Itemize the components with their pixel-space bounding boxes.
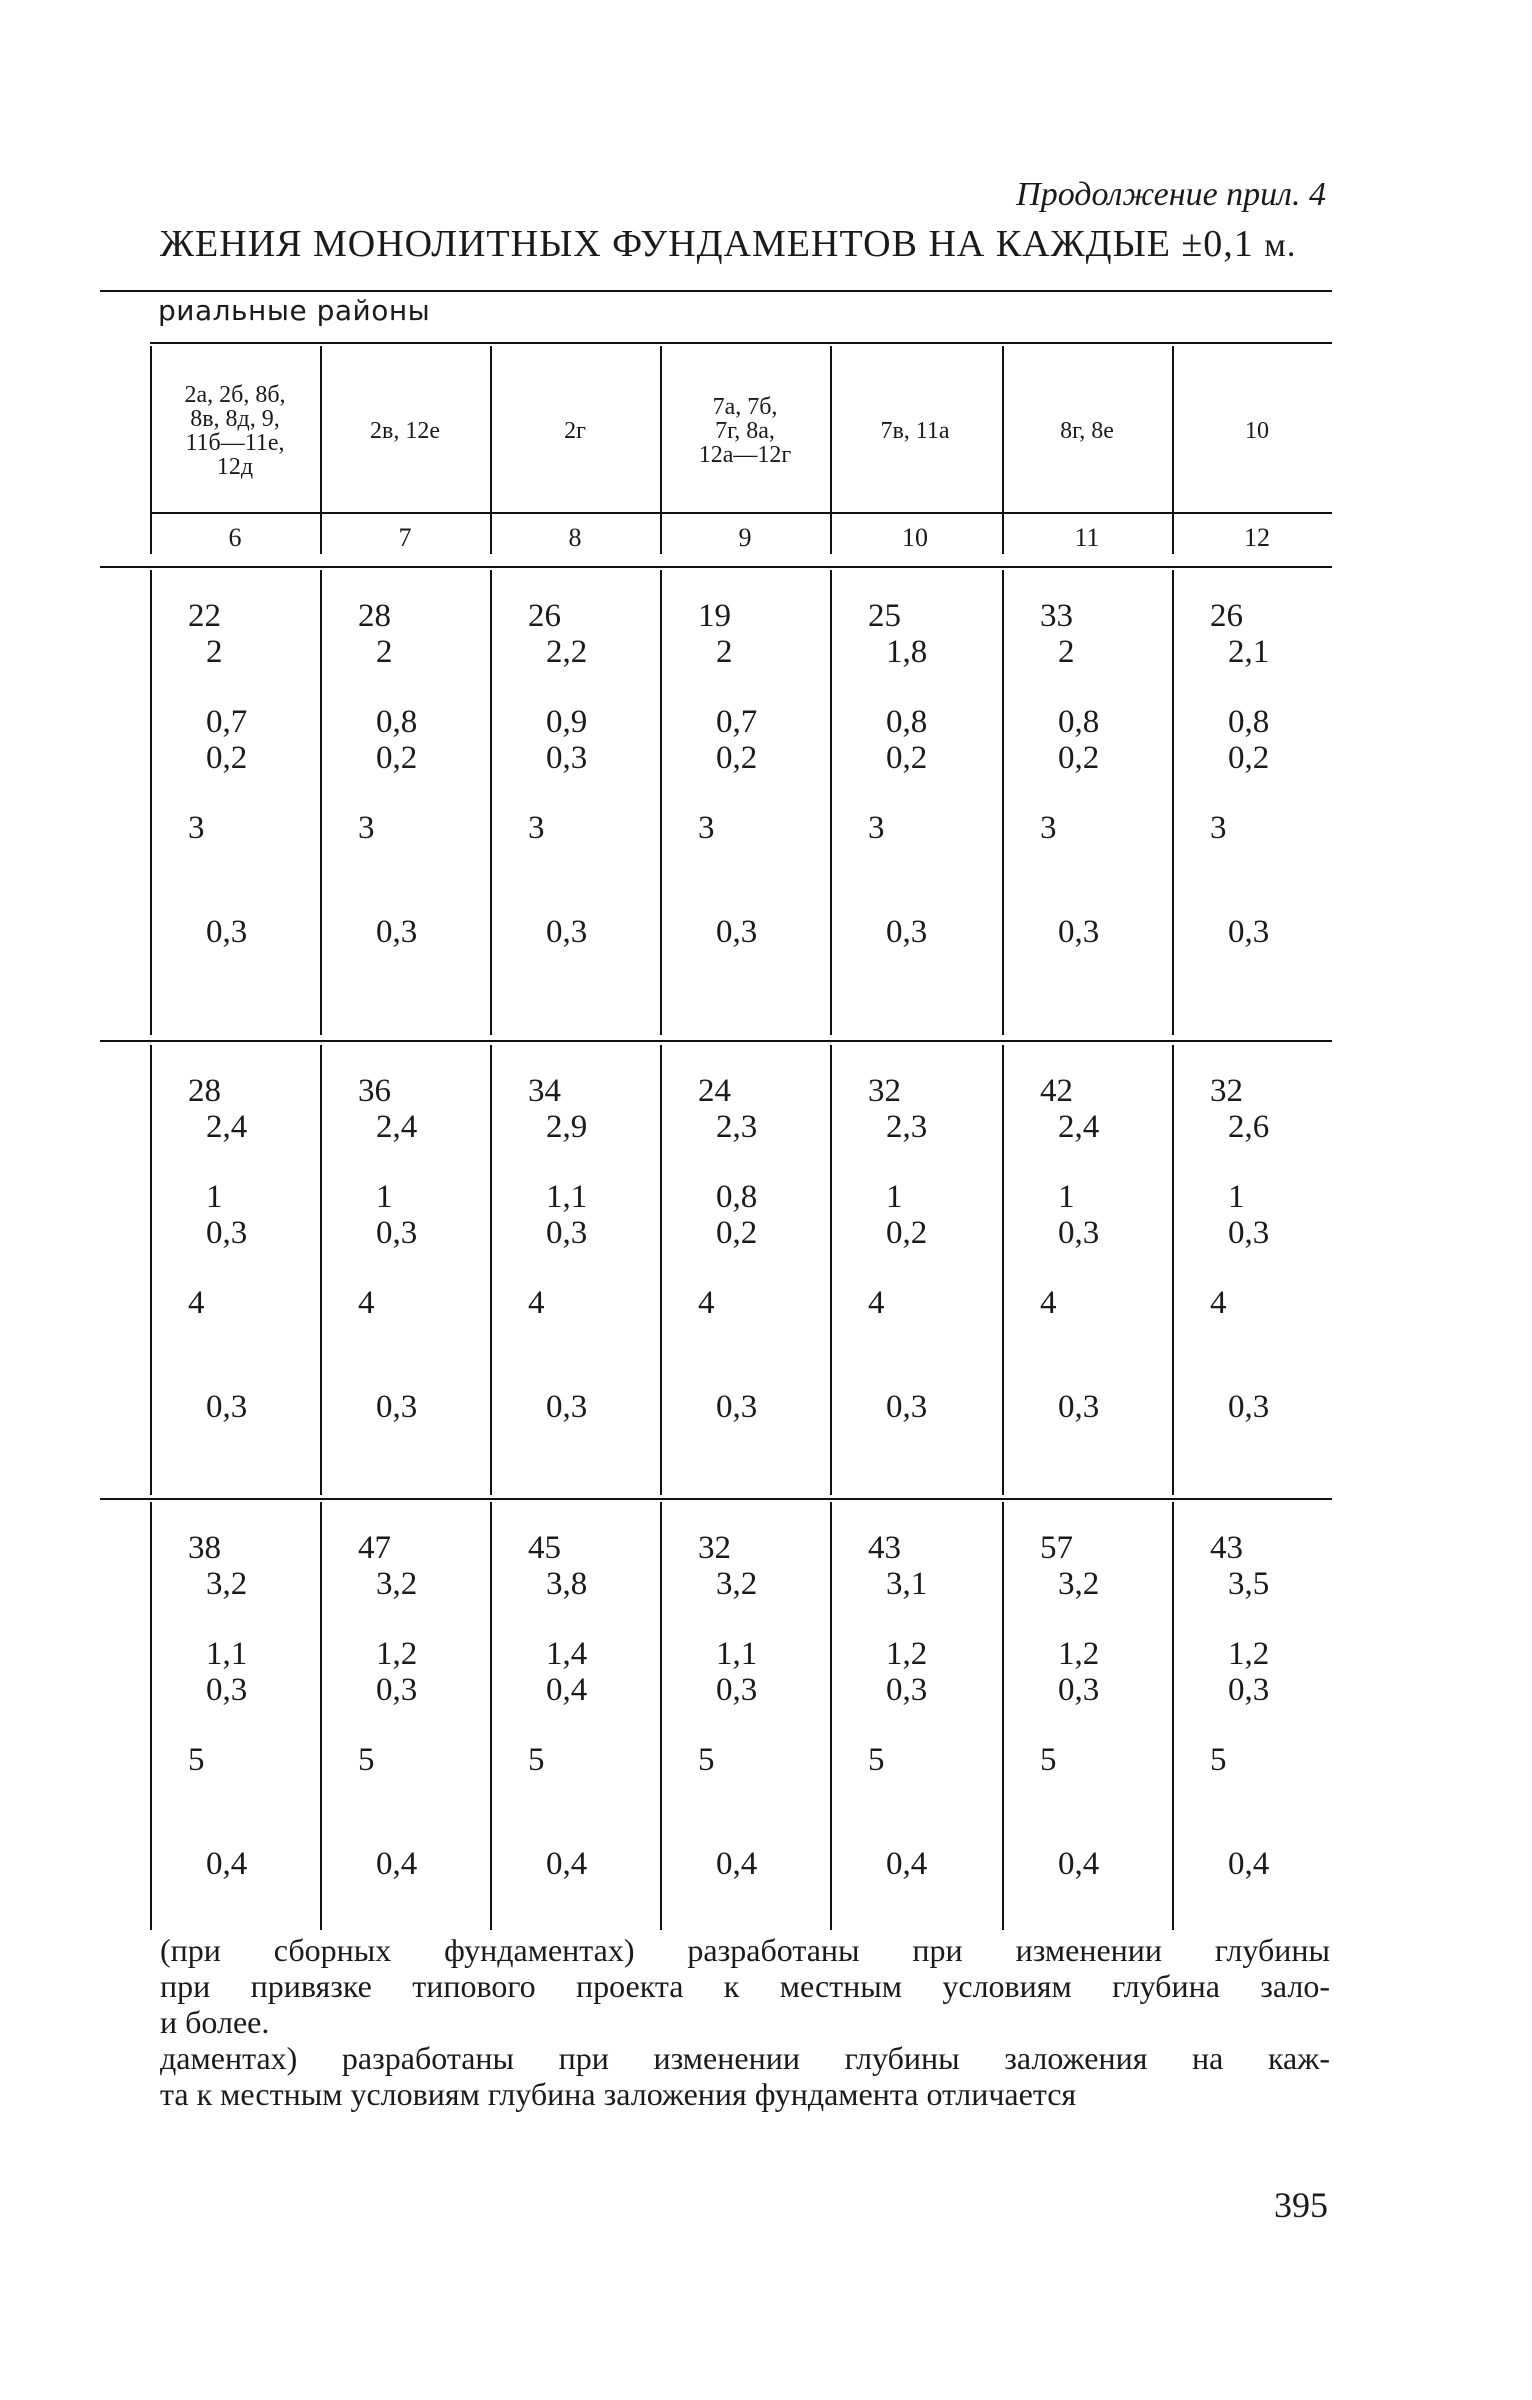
- table-cell: 33: [1040, 598, 1073, 634]
- body-column-divider: [830, 1502, 832, 1930]
- table-cell: 3: [698, 810, 715, 846]
- table-cell: 1,1: [716, 1636, 758, 1672]
- table-cell: 0,4: [206, 1846, 248, 1882]
- footnote-line: и более.: [160, 2004, 270, 2040]
- body-column-divider: [660, 570, 662, 1035]
- column-header: 7а, 7б, 7г, 8а, 12а—12г: [698, 394, 792, 468]
- table-cell: 4: [1210, 1285, 1227, 1321]
- table-cell: 0,8: [376, 704, 418, 740]
- table-cell: 2,4: [376, 1109, 418, 1145]
- body-column-divider: [150, 1045, 152, 1495]
- table-cell: 0,3: [546, 740, 588, 776]
- table-cell: 2,1: [1228, 634, 1270, 670]
- table-cell: 47: [358, 1530, 391, 1566]
- table-cell: 0,7: [716, 704, 758, 740]
- body-column-divider: [150, 1502, 152, 1930]
- table-cell: 0,2: [1058, 740, 1100, 776]
- table-cell: 5: [1040, 1742, 1057, 1778]
- table-cell: 0,3: [546, 914, 588, 950]
- table-cell: 3: [188, 810, 205, 846]
- table-cell: 2: [1058, 634, 1075, 670]
- table-cell: 5: [1210, 1742, 1227, 1778]
- table-cell: 0,3: [886, 1389, 928, 1425]
- body-column-divider: [1002, 1502, 1004, 1930]
- table-title: [160, 222, 1296, 266]
- table-cell: 0,4: [1058, 1846, 1100, 1882]
- table-cell: 0,8: [1228, 704, 1270, 740]
- footnote-line: даментах) разработаны при изменении глубины заложения на каж-: [160, 2040, 1330, 2076]
- table-cell: 28: [358, 598, 391, 634]
- table-cell: 0,4: [546, 1672, 588, 1708]
- table-cell: 0,3: [376, 1672, 418, 1708]
- footnote-line: (при сборных фундаментах) разработаны при изменении глубины: [160, 1932, 1330, 1968]
- table-cell: 4: [358, 1285, 375, 1321]
- table-cell: 0,2: [886, 740, 928, 776]
- body-column-divider: [1002, 570, 1004, 1035]
- body-column-divider: [150, 570, 152, 1035]
- table-cell: 0,2: [716, 1215, 758, 1251]
- table-cell: 28: [188, 1073, 221, 1109]
- body-column-divider: [1002, 1045, 1004, 1495]
- table-cell: 1,2: [886, 1636, 928, 1672]
- table-cell: 3,2: [376, 1566, 418, 1602]
- table-cell: 1: [206, 1179, 223, 1215]
- table-cell: 0,3: [206, 1215, 248, 1251]
- table-cell: 0,3: [1228, 1672, 1270, 1708]
- table-cell: 0,4: [546, 1846, 588, 1882]
- table-cell: 3: [358, 810, 375, 846]
- table-cell: 1,1: [206, 1636, 248, 1672]
- table-cell: 19: [698, 598, 731, 634]
- table-cell: 0,3: [546, 1389, 588, 1425]
- table-title-text: ЖЕНИЯ МОНОЛИТНЫХ ФУНДАМЕНТОВ НА КАЖДЫЕ ±0,1: [160, 223, 1254, 265]
- table-cell: 0,3: [206, 1389, 248, 1425]
- table-cell: 1,2: [1058, 1636, 1100, 1672]
- table-cell: 2: [716, 634, 733, 670]
- table-cell: 3,1: [886, 1566, 928, 1602]
- table-cell: 1,2: [1228, 1636, 1270, 1672]
- table-cell: 5: [188, 1742, 205, 1778]
- table-cell: 3,2: [716, 1566, 758, 1602]
- column-header: 10: [1245, 418, 1269, 444]
- table-cell: 3: [1210, 810, 1227, 846]
- table-cell: 0,3: [1058, 1215, 1100, 1251]
- table-cell: 3: [1040, 810, 1057, 846]
- table-cell: 0,3: [1058, 914, 1100, 950]
- body-column-divider: [830, 570, 832, 1035]
- rule-header-bottom: [100, 566, 1332, 568]
- table-cell: 0,3: [1058, 1389, 1100, 1425]
- table-cell: 2: [376, 634, 393, 670]
- table-cell: 0,3: [376, 1215, 418, 1251]
- table-cell: 3,8: [546, 1566, 588, 1602]
- column-number: 7: [398, 523, 412, 552]
- column-number: 6: [228, 523, 242, 552]
- table-cell: 0,3: [886, 1672, 928, 1708]
- table-cell: 2,6: [1228, 1109, 1270, 1145]
- column-number: 10: [902, 523, 928, 552]
- table-cell: 32: [698, 1530, 731, 1566]
- body-column-divider: [660, 1502, 662, 1930]
- table-cell: 0,3: [1228, 1389, 1270, 1425]
- table-cell: 5: [358, 1742, 375, 1778]
- page-number: 395: [1274, 2185, 1328, 2225]
- rule-top: [100, 290, 1332, 292]
- body-column-divider: [1172, 1045, 1174, 1495]
- footnote-line: при привязке типового проекта к местным условиям глубина зало-: [160, 1968, 1330, 2004]
- table-cell: 2,9: [546, 1109, 588, 1145]
- table-cell: 0,3: [886, 914, 928, 950]
- body-column-divider: [660, 1045, 662, 1495]
- table-cell: 2,3: [716, 1109, 758, 1145]
- table-cell: 0,8: [716, 1179, 758, 1215]
- body-column-divider: [490, 1502, 492, 1930]
- table-cell: 4: [698, 1285, 715, 1321]
- table-cell: 0,4: [376, 1846, 418, 1882]
- body-column-divider: [830, 1045, 832, 1495]
- table-title-unit: м.: [1264, 227, 1297, 264]
- table-cell: 0,3: [1058, 1672, 1100, 1708]
- table-cell: 32: [868, 1073, 901, 1109]
- body-column-divider: [320, 1502, 322, 1930]
- table-cell: 0,7: [206, 704, 248, 740]
- table-cell: 0,4: [1228, 1846, 1270, 1882]
- table-cell: 1: [376, 1179, 393, 1215]
- table-cell: 0,4: [886, 1846, 928, 1882]
- table-cell: 3,2: [206, 1566, 248, 1602]
- regions-label: риальные районы: [158, 294, 431, 327]
- column-header: 2а, 2б, 8б, 8в, 8д, 9, 11б—11е, 12д: [184, 382, 286, 480]
- table-cell: 0,3: [1228, 1215, 1270, 1251]
- table-cell: 32: [1210, 1073, 1243, 1109]
- table-cell: 0,3: [716, 1672, 758, 1708]
- column-header: 2г: [564, 418, 586, 444]
- footnote-line: та к местным условиям глубина заложения фундамента отличается: [160, 2076, 1077, 2112]
- column-number: 8: [568, 523, 582, 552]
- table-cell: 0,3: [1228, 914, 1270, 950]
- table-cell: 0,3: [376, 1389, 418, 1425]
- rule-header-top: [150, 342, 1332, 344]
- column-header: 2в, 12е: [370, 418, 440, 444]
- table-cell: 4: [1040, 1285, 1057, 1321]
- table-cell: 24: [698, 1073, 731, 1109]
- table-cell: 2,2: [546, 634, 588, 670]
- table-cell: 26: [528, 598, 561, 634]
- table-cell: 42: [1040, 1073, 1073, 1109]
- table-cell: 1: [1228, 1179, 1245, 1215]
- table-cell: 0,2: [206, 740, 248, 776]
- table-cell: 1: [886, 1179, 903, 1215]
- table-cell: 1,4: [546, 1636, 588, 1672]
- column-number: 9: [738, 523, 752, 552]
- continuation-label: Продолжение прил. 4: [1016, 176, 1326, 213]
- body-column-divider: [490, 1045, 492, 1495]
- table-cell: 45: [528, 1530, 561, 1566]
- table-cell: 0,2: [716, 740, 758, 776]
- table-cell: 5: [868, 1742, 885, 1778]
- table-cell: 1: [1058, 1179, 1075, 1215]
- table-cell: 0,3: [716, 914, 758, 950]
- table-cell: 5: [698, 1742, 715, 1778]
- table-cell: 0,3: [206, 1672, 248, 1708]
- table-cell: 2,3: [886, 1109, 928, 1145]
- table-cell: 0,3: [546, 1215, 588, 1251]
- table-cell: 0,9: [546, 704, 588, 740]
- table-cell: 4: [528, 1285, 545, 1321]
- table-cell: 0,2: [376, 740, 418, 776]
- table-cell: 43: [1210, 1530, 1243, 1566]
- table-cell: 4: [188, 1285, 205, 1321]
- table-cell: 0,8: [1058, 704, 1100, 740]
- column-header: 7в, 11а: [880, 418, 950, 444]
- table-cell: 5: [528, 1742, 545, 1778]
- table-cell: 43: [868, 1530, 901, 1566]
- table-cell: 3: [528, 810, 545, 846]
- table-cell: 0,2: [1228, 740, 1270, 776]
- table-cell: 1,1: [546, 1179, 588, 1215]
- table-cell: 0,2: [886, 1215, 928, 1251]
- table-cell: 0,3: [376, 914, 418, 950]
- rule-header-mid: [150, 512, 1332, 514]
- table-cell: 36: [358, 1073, 391, 1109]
- table-cell: 0,3: [206, 914, 248, 950]
- table-cell: 22: [188, 598, 221, 634]
- column-number: 11: [1074, 523, 1100, 552]
- table-cell: 3: [868, 810, 885, 846]
- table-cell: 0,3: [716, 1389, 758, 1425]
- table-cell: 4: [868, 1285, 885, 1321]
- table-cell: 1,2: [376, 1636, 418, 1672]
- table-cell: 3,5: [1228, 1566, 1270, 1602]
- table-cell: 0,8: [886, 704, 928, 740]
- body-column-divider: [1172, 570, 1174, 1035]
- body-column-divider: [320, 570, 322, 1035]
- body-column-divider: [490, 570, 492, 1035]
- table-cell: 26: [1210, 598, 1243, 634]
- rule-section-2: [100, 1498, 1332, 1500]
- table-cell: 25: [868, 598, 901, 634]
- table-cell: 2,4: [206, 1109, 248, 1145]
- table-cell: 1,8: [886, 634, 928, 670]
- table-cell: 3,2: [1058, 1566, 1100, 1602]
- table-cell: 34: [528, 1073, 561, 1109]
- table-cell: 2: [206, 634, 223, 670]
- column-number: 12: [1244, 523, 1270, 552]
- body-column-divider: [320, 1045, 322, 1495]
- rule-section-1: [100, 1040, 1332, 1042]
- table-cell: 57: [1040, 1530, 1073, 1566]
- body-column-divider: [1172, 1502, 1174, 1930]
- column-header: 8г, 8е: [1060, 418, 1114, 444]
- table-cell: 38: [188, 1530, 221, 1566]
- table-cell: 0,4: [716, 1846, 758, 1882]
- table-cell: 2,4: [1058, 1109, 1100, 1145]
